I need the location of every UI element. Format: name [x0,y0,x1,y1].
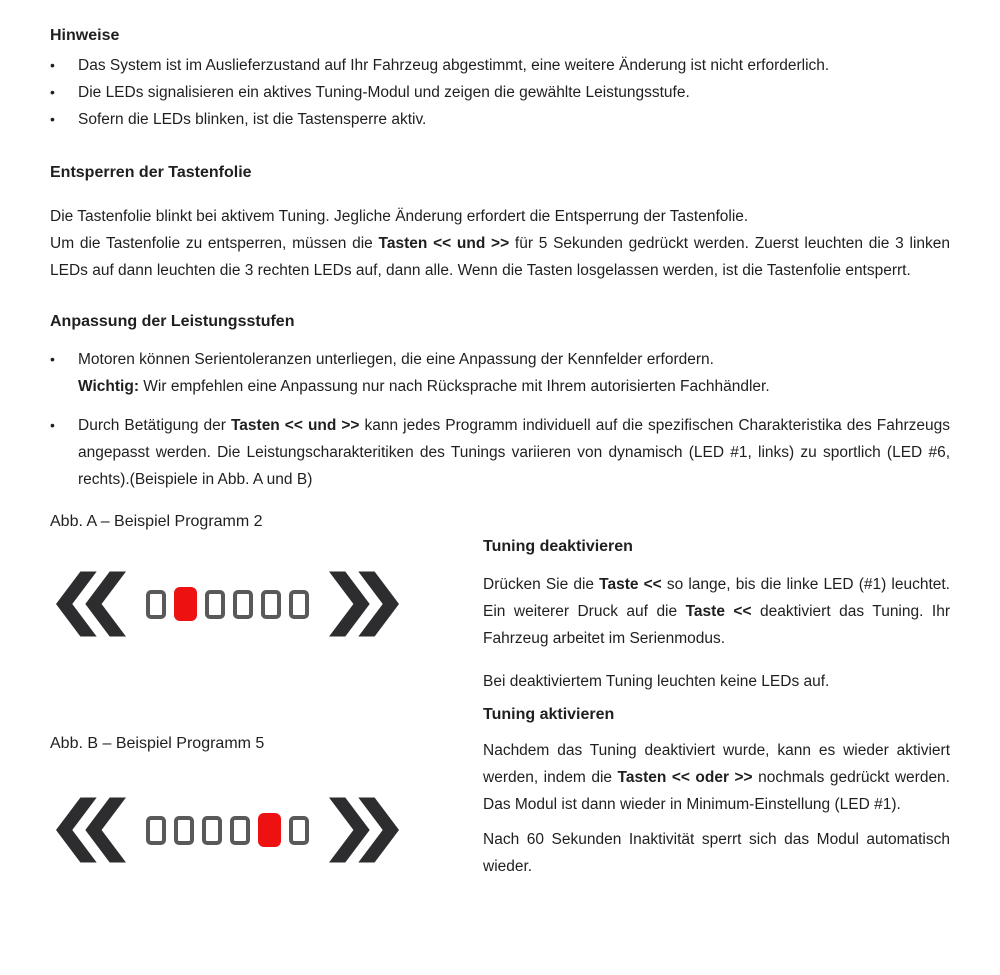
section-title-entsperren: Entsperren der Tastenfolie [50,164,252,181]
double-chevron-right-icon [329,791,399,869]
section-title-tuning-deaktivieren: Tuning deaktivieren [483,538,633,555]
list-item [50,79,950,106]
led-inactive [233,590,253,619]
bullet-marker: • [50,351,55,367]
led-inactive [202,816,222,845]
bullet-marker: • [50,111,55,127]
led-active [174,587,197,621]
figures-column [50,511,483,880]
bullet-marker: • [50,84,55,100]
bullet-text: Motoren können Serientoleranzen unterliegen, die eine Anpassung der Kennfelder erfordern. Wichtig: Wir empfehlen eine Anpassung nur nach Rücksprache mit Ihrem autorisierten Fachhändler. [78,351,770,395]
led-inactive [289,590,309,619]
activate-paragraph-1: Nachdem das Tuning deaktiviert wurde, kann es wieder aktiviert werden, indem die Tasten << oder >> nochmals gedrückt werden. Das Modul ist dann wieder in Minimum-Einstellung (LED #1). [483,742,950,813]
activate-paragraph-2: Nach 60 Sekunden Inaktivität sperrt sich das Modul automatisch wieder. [483,831,950,875]
list-item [50,106,950,133]
figure-b-label: Abb. B – Beispiel Programm 5 [50,735,265,752]
led-inactive [146,816,166,845]
bullet-marker: • [50,417,55,433]
figures-and-instructions [50,511,950,880]
led-inactive [261,590,281,619]
led-inactive [230,816,250,845]
section-title-anpassung: Anpassung der Leistungsstufen [50,313,295,330]
led-strip [146,813,309,847]
bullet-text: Die LEDs signalisieren ein aktives Tuning-Modul und zeigen die gewählte Leistungsstufe. [78,84,690,101]
deactivate-paragraph-1: Drücken Sie die Taste << so lange, bis die linke LED (#1) leuchtet. Ein weiterer Druck auf die Taste << deaktiviert das Tuning. Ihr Fahrzeug arbeitet im Serienmodus. [483,576,950,647]
figure-a-label: Abb. A – Beispiel Programm 2 [50,513,263,530]
instructions-column [483,511,950,880]
list-item [50,412,950,493]
double-chevron-left-icon [56,565,126,643]
led-inactive [205,590,225,619]
led-inactive [174,816,194,845]
led-inactive [146,590,166,619]
bullet-marker: • [50,57,55,73]
entsperren-paragraph-1: Die Tastenfolie blinkt bei aktivem Tuning. Jegliche Änderung erfordert die Entsperrung der Tastenfolie. [50,208,749,225]
bullet-text: Durch Betätigung der Tasten << und >> kann jedes Programm individuell auf die spezifischen Charakteristika des Fahrzeugs angepasst werden. Die Leistungscharakteritiken des Tunings variieren von dynamisch (LED #1, links) zu sportlich (LED #6, rechts).(Beispiele in Abb. A und B) [78,417,950,488]
section-title-tuning-aktivieren: Tuning aktivieren [483,706,615,723]
led-inactive [289,816,309,845]
bullet-text: Das System ist im Auslieferzustand auf Ihr Fahrzeug abgestimmt, eine weitere Änderung ist nicht erforderlich. [78,57,830,74]
entsperren-paragraph-2: Um die Tastenfolie zu entsperren, müssen die Tasten << und >> für 5 Sekunden gedrückt werden. Zuerst leuchten die 3 linken LEDs auf dann leuchten die 3 rechten LEDs auf, dann alle. Wenn die Tasten losgelassen werden, ist die Tastenfolie entsperrt. [50,235,950,279]
bullet-text: Sofern die LEDs blinken, ist die Tastensperre aktiv. [78,111,427,128]
figure-a-led-display [56,565,483,643]
double-chevron-right-icon [329,565,399,643]
section-title-hinweise: Hinweise [50,27,120,44]
led-active [258,813,281,847]
hinweise-bullet-list [50,52,950,133]
figure-b-led-display [56,791,483,869]
deactivate-paragraph-2: Bei deaktiviertem Tuning leuchten keine LEDs auf. [483,673,830,690]
list-item [50,52,950,79]
list-item [50,346,950,400]
double-chevron-left-icon [56,791,126,869]
led-strip [146,587,309,621]
